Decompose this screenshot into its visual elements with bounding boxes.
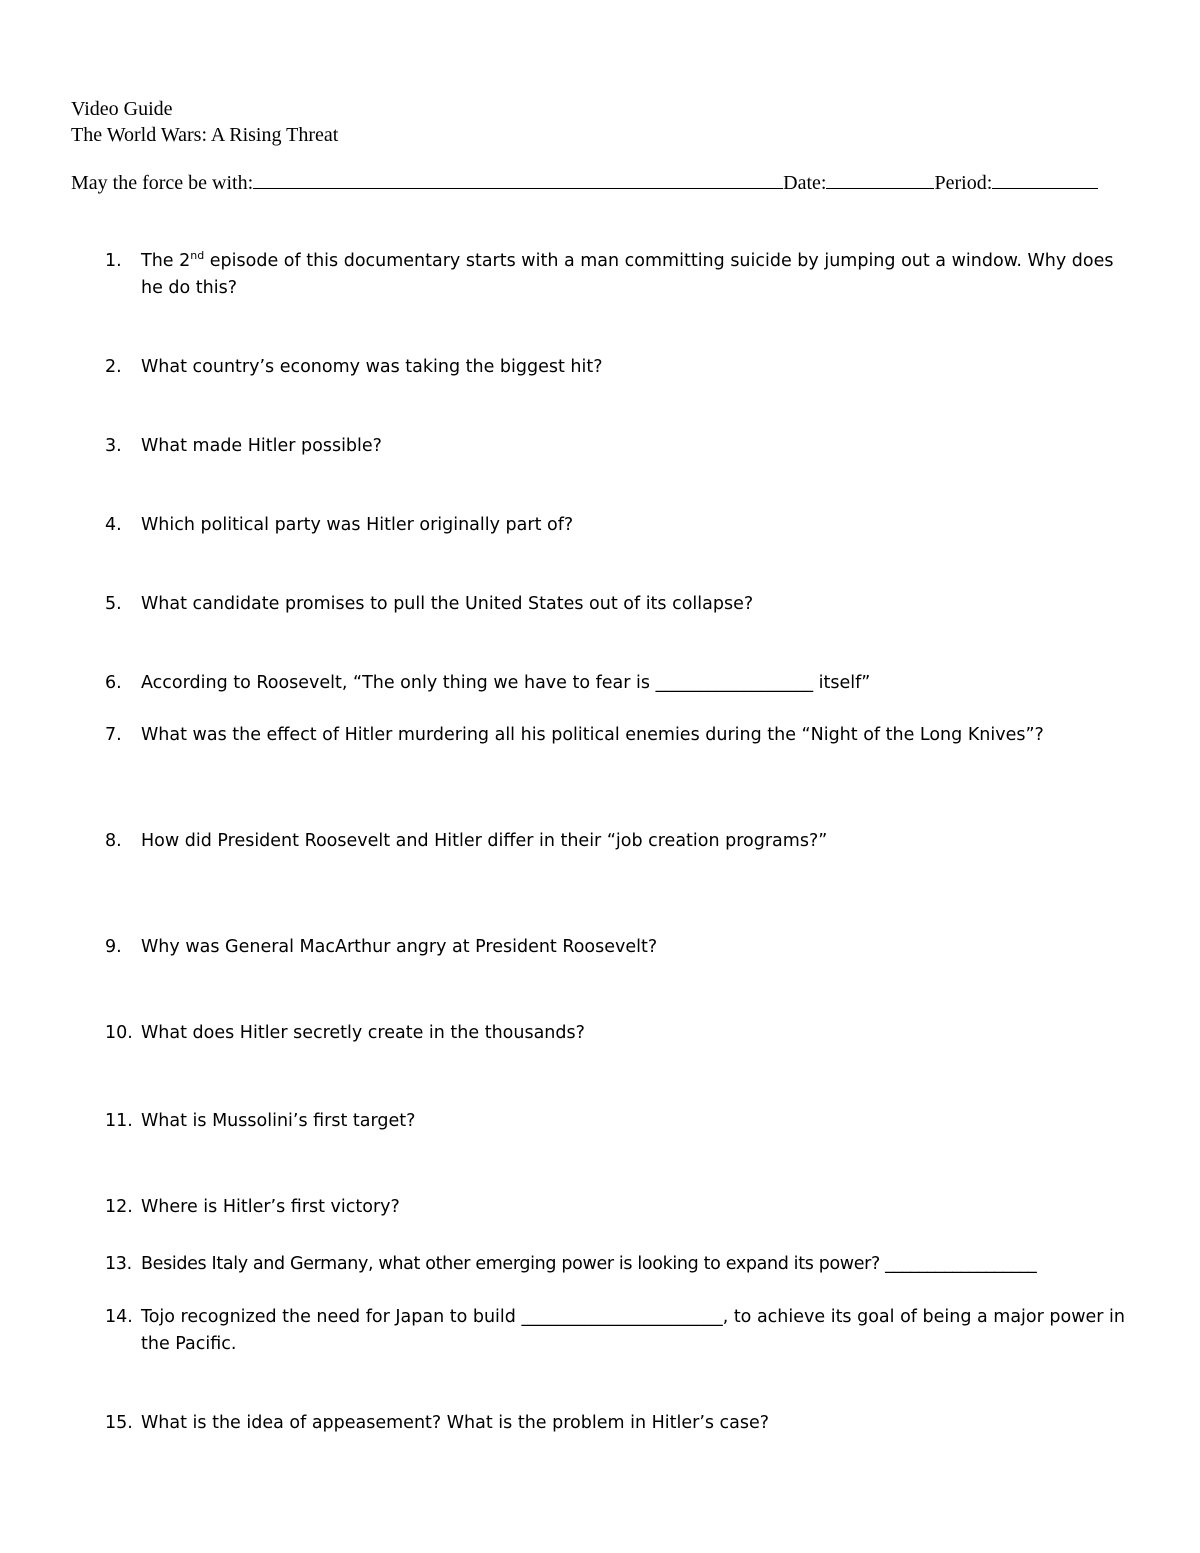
- question-6: [105, 670, 1125, 697]
- question-11: [105, 1108, 1125, 1135]
- question-9: [105, 934, 1125, 961]
- question-number: 7.: [105, 725, 122, 745]
- question-number: 8.: [105, 831, 122, 851]
- question-text: What made Hitler possible?: [141, 436, 382, 456]
- period-label: Period:: [934, 172, 993, 194]
- question-13: [105, 1251, 1125, 1278]
- question-5: [105, 591, 1125, 618]
- question-number: 15.: [105, 1413, 133, 1433]
- question-number: 13.: [105, 1254, 132, 1274]
- question-text: What candidate promises to pull the United States out of its collapse?: [141, 594, 754, 614]
- question-text: Tojo recognized the need for Japan to build _______________________, to achieve its goal of being a major power in the Pacific.: [141, 1307, 1125, 1354]
- question-text: What country’s economy was taking the biggest hit?: [141, 357, 603, 377]
- question-text: Why was General MacArthur angry at President Roosevelt?: [141, 937, 658, 957]
- question-number: 2.: [105, 357, 122, 377]
- question-number: 5.: [105, 594, 122, 614]
- question-8: [105, 828, 1125, 855]
- name-blank[interactable]: [253, 187, 783, 189]
- question-text: Where is Hitler’s first victory?: [141, 1197, 400, 1217]
- question-number: 4.: [105, 515, 122, 535]
- student-info-line: [71, 172, 1121, 195]
- question-number: 12.: [105, 1197, 133, 1217]
- question-text: Besides Italy and Germany, what other emerging power is looking to expand its power? __________________: [141, 1254, 1037, 1274]
- document-subtitle: The World Wars: A Rising Threat: [71, 124, 339, 146]
- question-number: 11.: [105, 1111, 133, 1131]
- question-number: 6.: [105, 673, 122, 693]
- question-12: [105, 1194, 1125, 1221]
- question-text: Which political party was Hitler originally part of?: [141, 515, 574, 535]
- question-number: 10.: [105, 1023, 133, 1043]
- question-number: 1.: [105, 251, 122, 271]
- question-1: [105, 248, 1125, 302]
- name-label: May the force be with:: [71, 172, 254, 194]
- date-label: Date:: [783, 172, 827, 194]
- question-text: The 2nd episode of this documentary starts with a man committing suicide by jumping out a window. Why does he do this?: [141, 249, 1114, 298]
- question-number: 14.: [105, 1307, 133, 1327]
- question-10: [105, 1020, 1125, 1047]
- question-text: According to Roosevelt, “The only thing we have to fear is __________________ itself”: [141, 673, 871, 693]
- question-text: What was the effect of Hitler murdering all his political enemies during the “Night of the Long Knives”?: [141, 725, 1044, 745]
- question-number: 3.: [105, 436, 122, 456]
- question-text: What is Mussolini’s first target?: [141, 1111, 416, 1131]
- question-number: 9.: [105, 937, 122, 957]
- question-3: [105, 433, 1125, 460]
- question-14: [105, 1304, 1125, 1358]
- question-text: How did President Roosevelt and Hitler differ in their “job creation programs?”: [141, 831, 828, 851]
- document-title: Video Guide: [71, 98, 173, 120]
- question-text: What is the idea of appeasement? What is the problem in Hitler’s case?: [141, 1413, 770, 1433]
- question-2: [105, 354, 1125, 381]
- period-blank[interactable]: [992, 187, 1098, 189]
- question-15: [105, 1410, 1125, 1437]
- question-7: [105, 722, 1125, 749]
- question-text: What does Hitler secretly create in the thousands?: [141, 1023, 585, 1043]
- date-blank[interactable]: [826, 187, 934, 189]
- question-4: [105, 512, 1125, 539]
